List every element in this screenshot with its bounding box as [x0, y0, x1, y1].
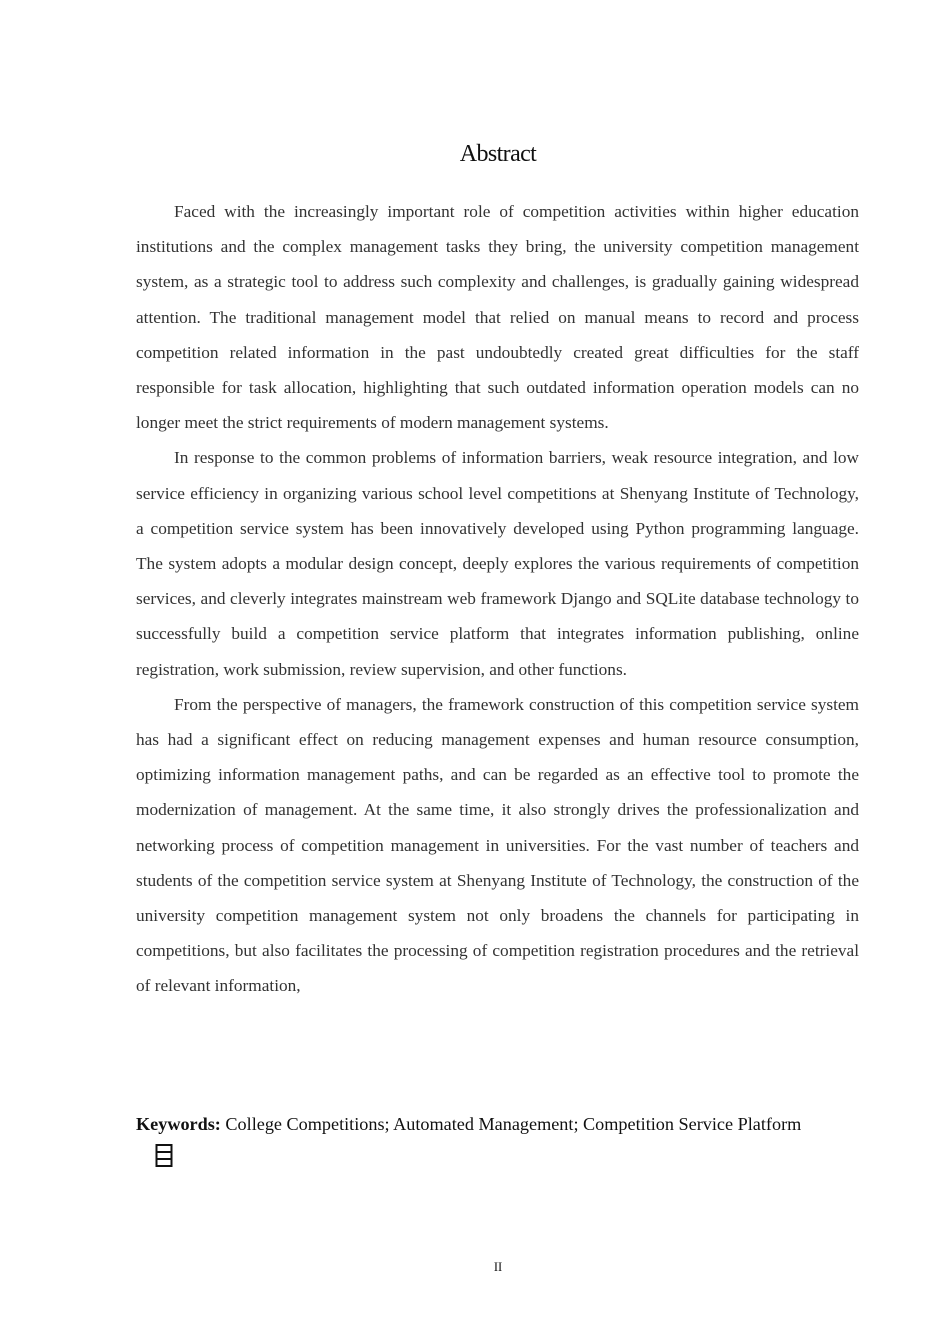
abstract-paragraph-1: Faced with the increasingly important role of competition activities within higher education institutions and the complex management tasks they bring, the university competition management system, as a strategic tool to address such complexity and challenges, is gradually gaining widespread attention. The traditional management model that relied on manual means to record and process competition related information in the past undoubtedly created great difficulties for the staff responsible for task allocation, highlighting that such outdated information operation models can no longer meet the strict requirements of modern management systems.	[136, 202, 859, 433]
abstract-paragraph-3: From the perspective of managers, the framework construction of this competition service system has had a significant effect on reducing management expenses and human resource consumption, optimizing information management paths, and can be regarded as an effective tool to promote the modernization of management. At the same time, it also strongly drives the professionalization and networking process of competition management in universities. For the vast number of teachers and students of the competition service system at Shenyang Institute of Technology, the construction of the university competition management system not only broadens the channels for participating in competitions, but also facilitates the processing of competition registration procedures and the retrieval of relevant information,	[136, 694, 859, 996]
keywords-line	[136, 1109, 896, 1139]
keywords-label: Keywords:	[136, 1114, 221, 1134]
page-number: II	[493, 1260, 503, 1274]
abstract-paragraph-2: In response to the common problems of information barriers, weak resource integration, and low service efficiency in organizing various school level competitions at Shenyang Institute of Technology, a competition service system has been innovatively developed using Python programming language. The system adopts a modular design concept, deeply explores the various requirements of competition services, and cleverly integrates mainstream web framework Django and SQLite database technology to successfully build a competition service platform that integrates information publishing, online registration, work submission, review supervision, and other functions.	[136, 448, 859, 679]
abstract-title: Abstract	[459, 141, 537, 167]
abstract-body	[136, 194, 859, 1004]
toc-heading-glyph	[154, 1143, 174, 1169]
keywords-value: College Competitions; Automated Management; Competition Service Platform	[225, 1114, 802, 1134]
